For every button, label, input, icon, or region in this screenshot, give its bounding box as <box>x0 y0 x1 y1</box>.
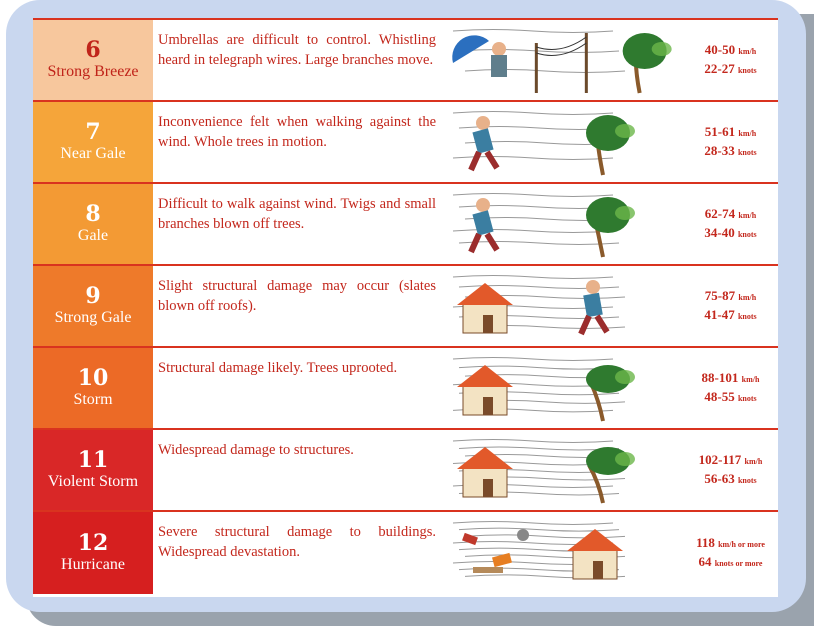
speed-kmh-unit: km/h <box>738 293 757 302</box>
force-name: Near Gale <box>60 145 126 162</box>
wind-illustration <box>443 433 683 507</box>
swaying-tree-icon <box>623 33 672 93</box>
speed-knots: 28-33 <box>704 143 735 158</box>
speed-kmh: 88-101 <box>701 370 739 385</box>
wind-speed-cell <box>683 266 778 346</box>
wind-illustration <box>443 23 683 97</box>
speed-kmh-unit: km/h <box>741 375 760 384</box>
force-label-cell <box>33 102 153 182</box>
swaying-tree-icon <box>586 115 635 175</box>
damaged-house-icon <box>457 365 513 415</box>
force-name: Strong Breeze <box>47 63 139 80</box>
wind-illustration <box>443 515 683 589</box>
speed-kmh: 40-50 <box>704 42 736 57</box>
speed-kmh-unit: km/h <box>738 129 757 138</box>
speed-knots-unit: knots or more <box>714 559 763 568</box>
wind-illustration <box>443 105 683 179</box>
force-name: Gale <box>77 227 109 244</box>
force-label-cell <box>33 20 153 100</box>
speed-knots-unit: knots <box>737 66 757 75</box>
beaufort-table <box>33 18 778 597</box>
force-number: 8 <box>85 201 101 227</box>
speed-knots: 56-63 <box>704 471 735 486</box>
force-number: 11 <box>77 447 109 473</box>
speed-knots-unit: knots <box>737 476 757 485</box>
force-number: 10 <box>77 365 109 391</box>
wind-speed-cell <box>683 512 778 594</box>
speed-kmh: 51-61 <box>704 124 736 139</box>
force-number: 6 <box>85 37 101 63</box>
force-name: Hurricane <box>61 556 125 573</box>
table-row <box>33 102 778 184</box>
speed-knots: 48-55 <box>704 389 735 404</box>
table-row <box>33 20 778 102</box>
house-icon <box>457 283 513 333</box>
speed-kmh: 102-117 <box>698 452 742 467</box>
wind-illustration <box>443 187 683 261</box>
wind-speed-cell <box>683 102 778 182</box>
speed-knots-unit: knots <box>737 312 757 321</box>
flying-debris-icon <box>462 529 529 573</box>
wind-description: Severe structural damage to buildings. Widespread devastation. <box>158 524 436 560</box>
speed-knots: 64 <box>698 554 712 569</box>
force-label-cell <box>33 184 153 264</box>
speed-kmh-unit: km/h <box>744 457 763 466</box>
speed-kmh-unit: km/h <box>738 211 757 220</box>
speed-kmh-unit: km/h <box>738 47 757 56</box>
table-row <box>33 512 778 594</box>
wind-speed-cell <box>683 348 778 428</box>
speed-kmh: 118 <box>696 535 715 550</box>
force-label-cell <box>33 266 153 346</box>
force-name: Strong Gale <box>54 309 132 326</box>
speed-kmh-unit: km/h or more <box>718 540 765 549</box>
wind-description: Difficult to walk against wind. Twigs and small branches blown off trees. <box>158 196 436 232</box>
speed-knots: 34-40 <box>704 225 735 240</box>
uprooted-tree-icon <box>586 365 635 421</box>
collapsed-building-icon <box>567 529 623 579</box>
speed-knots-unit: knots <box>737 230 757 239</box>
force-name: Storm <box>73 391 113 408</box>
force-label-cell <box>33 348 153 428</box>
speed-knots-unit: knots <box>737 148 757 157</box>
force-number: 9 <box>85 283 101 309</box>
speed-knots-unit: knots <box>737 394 757 403</box>
force-label-cell <box>33 430 153 510</box>
telegraph-wires-icon <box>536 33 586 93</box>
force-number: 12 <box>77 530 109 556</box>
wind-speed-cell <box>683 430 778 510</box>
bending-tree-icon <box>586 197 635 257</box>
wind-description: Umbrellas are difficult to control. Whistling heard in telegraph wires. Large branches move. <box>158 32 436 68</box>
wind-description: Slight structural damage may occur (slates blown off roofs). <box>158 278 436 314</box>
walking-person-icon <box>471 116 497 170</box>
table-row <box>33 348 778 430</box>
wind-illustration <box>443 351 683 425</box>
table-row <box>33 184 778 266</box>
table-row <box>33 430 778 512</box>
speed-kmh: 75-87 <box>704 288 736 303</box>
speed-knots: 41-47 <box>704 307 735 322</box>
wind-speed-cell <box>683 184 778 264</box>
wind-illustration <box>443 269 683 343</box>
force-number: 7 <box>85 119 101 145</box>
table-row <box>33 266 778 348</box>
force-name: Violent Storm <box>47 473 139 490</box>
person-with-umbrella-icon <box>452 35 507 77</box>
speed-kmh: 62-74 <box>704 206 736 221</box>
wind-description: Inconvenience felt when walking against the wind. Whole trees in motion. <box>158 114 436 150</box>
wind-description: Widespread damage to structures. <box>158 442 354 458</box>
speed-knots: 22-27 <box>704 61 735 76</box>
wind-speed-cell <box>683 20 778 100</box>
force-label-cell <box>33 512 153 594</box>
wind-description: Structural damage likely. Trees uprooted. <box>158 360 398 376</box>
